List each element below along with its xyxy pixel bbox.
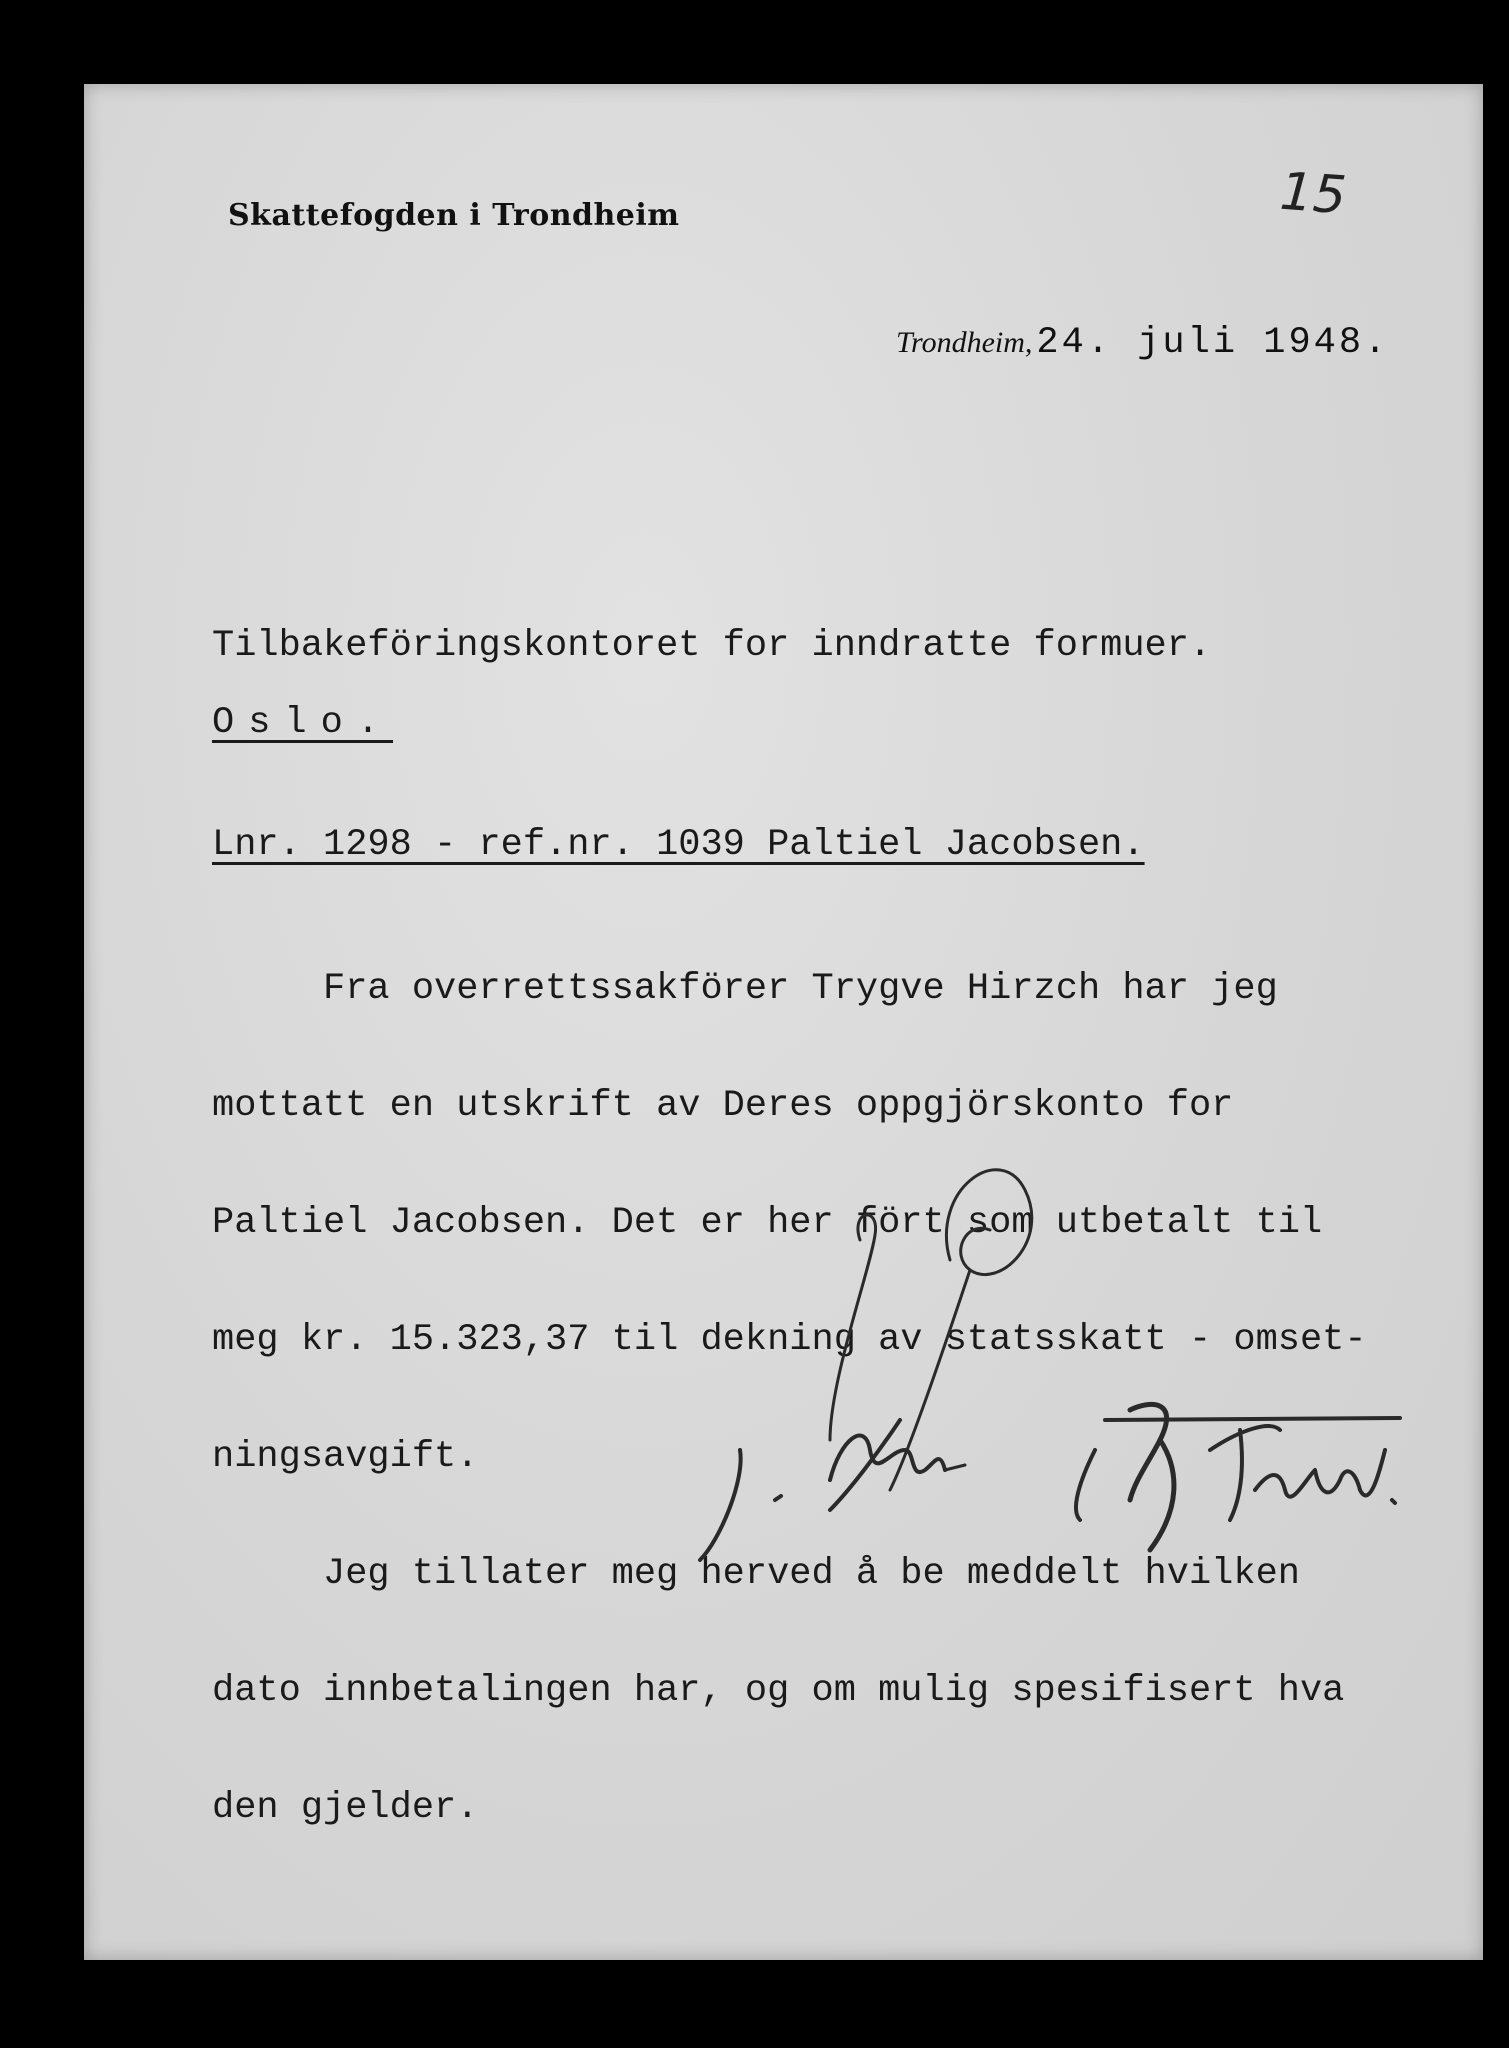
place-date-line xyxy=(896,322,1389,364)
body-line: mottatt en utskrift av Deres oppgjörskonto for xyxy=(212,1085,1234,1127)
signature-stroke xyxy=(830,1420,900,1510)
body-line: den gjelder. xyxy=(212,1787,479,1829)
signature-stroke xyxy=(1210,1426,1280,1450)
signature-stroke xyxy=(830,1436,945,1480)
letterhead: Skattefogden i Trondheim xyxy=(228,198,680,233)
date: 24. juli 1948. xyxy=(1036,322,1390,364)
handwritten-signature xyxy=(680,1150,1440,1570)
signature-loop-stroke xyxy=(946,1170,1031,1275)
recipient: Tilbakeföringskontoret for inndratte formuer. xyxy=(212,625,1212,667)
signature-stroke xyxy=(830,1215,876,1440)
body-line: Fra overrettssakförer Trygve Hirzch har jeg xyxy=(212,968,1278,1010)
signature-stroke xyxy=(890,1270,970,1490)
signature-stroke xyxy=(1230,1430,1242,1520)
signature-text xyxy=(1100,1420,1108,1421)
body-line: Paltiel Jacobsen. Det er her fört som utbetalt til xyxy=(212,1202,1323,1244)
subject-line: Lnr. 1298 - ref.nr. 1039 Paltiel Jacobsen. xyxy=(212,824,1145,866)
signature-stroke xyxy=(1392,1500,1395,1503)
signature-stroke xyxy=(1076,1450,1095,1520)
body-line: dato innbetalingen har, og om mulig spesifisert hva xyxy=(212,1670,1345,1712)
body-line: Jeg tillater meg herved å be meddelt hvilken xyxy=(212,1553,1300,1595)
handwritten-page-number: 15 xyxy=(1277,161,1349,227)
body-line: meg kr. 15.323,37 til dekning av statsskatt - omset- xyxy=(212,1319,1367,1361)
signature-stroke xyxy=(945,1465,965,1470)
signature-strike-line xyxy=(1105,1418,1400,1420)
body-line: ningsavgift. xyxy=(212,1436,479,1478)
recipient-city: Oslo. xyxy=(212,702,394,744)
signature-stroke xyxy=(1255,1450,1385,1497)
signature-stroke xyxy=(700,1450,741,1560)
signature-stroke xyxy=(775,1496,781,1500)
place: Trondheim, xyxy=(896,326,1033,359)
